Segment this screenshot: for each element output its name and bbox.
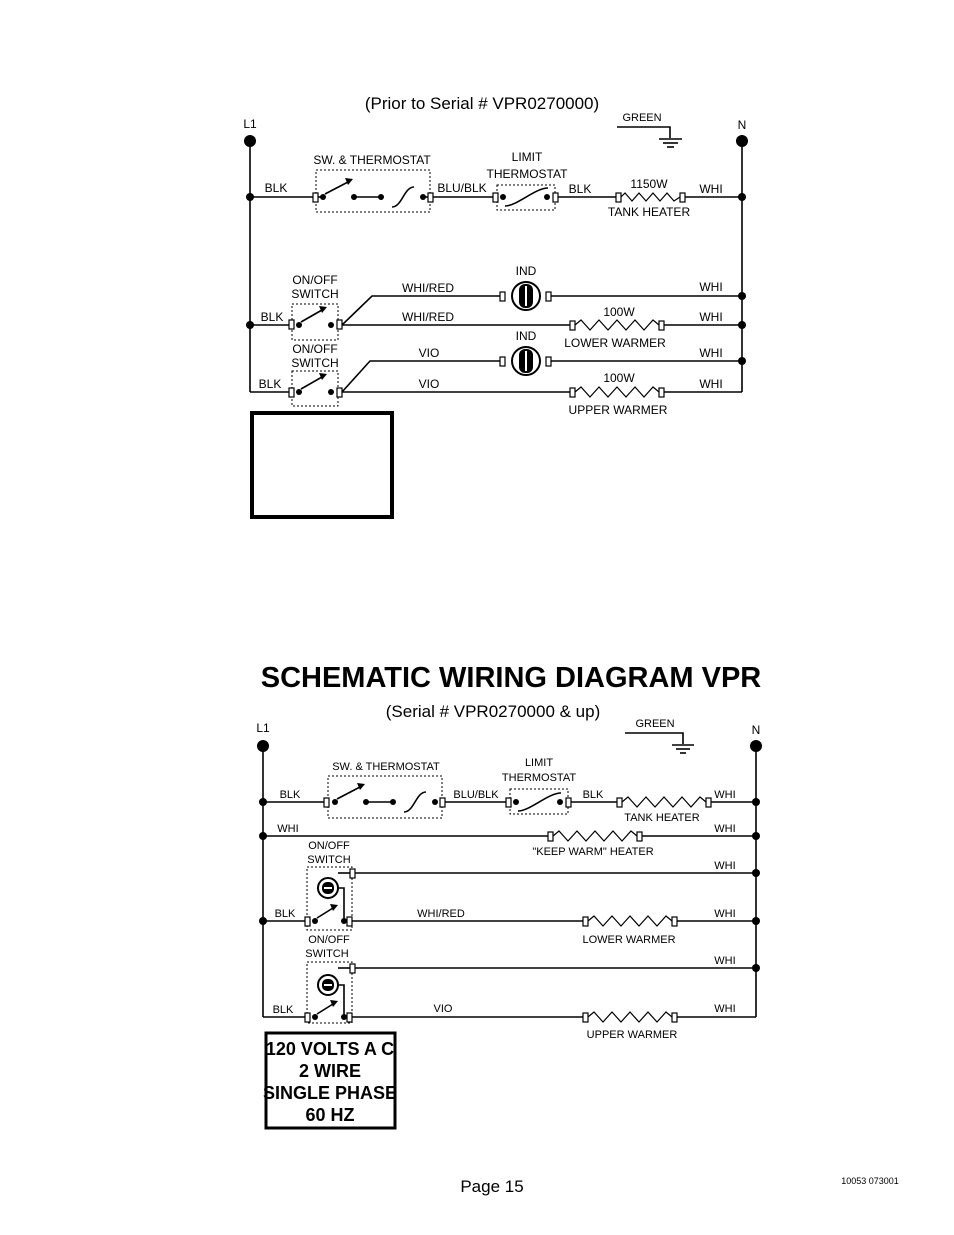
bottom-thermostat-label: THERMOSTAT bbox=[501, 772, 577, 784]
bottom-wire-label: WHI bbox=[714, 1003, 736, 1015]
top-wire-label: WHI/RED bbox=[402, 281, 454, 295]
document-code: 10053 073001 bbox=[841, 1176, 899, 1186]
spec-wire: 2 WIRE bbox=[298, 1061, 362, 1081]
bottom-lower-warmer-label: LOWER WARMER bbox=[582, 934, 676, 946]
top-tank-heater-label: TANK HEATER bbox=[607, 205, 691, 219]
top-on-off-switch-2 bbox=[289, 342, 342, 406]
top-lower-warmer bbox=[564, 305, 666, 350]
bottom-l1-label: L1 bbox=[256, 721, 270, 735]
top-sw-thermostat bbox=[313, 153, 433, 212]
bottom-keep-warm-label: "KEEP WARM" HEATER bbox=[532, 846, 654, 858]
spec-voltage: 120 VOLTS A C bbox=[265, 1039, 395, 1059]
bottom-wire-label: WHI bbox=[714, 823, 736, 835]
top-wire-label: BLK bbox=[264, 181, 288, 195]
top-subtitle: (Prior to Serial # VPR0270000) bbox=[364, 94, 600, 113]
top-wire-label: WHI/RED bbox=[402, 310, 454, 324]
bottom-green-label: GREEN bbox=[635, 718, 675, 730]
bottom-on-off-switch-2 bbox=[305, 934, 355, 1023]
bottom-upper-warmer bbox=[583, 1012, 677, 1041]
bottom-tank-heater bbox=[617, 797, 711, 824]
top-wire-label: BLK bbox=[258, 377, 282, 391]
top-ground-icon bbox=[617, 112, 682, 147]
top-on-off-switch-1 bbox=[289, 273, 342, 340]
top-lower-warmer-label: LOWER WARMER bbox=[564, 336, 666, 350]
spec-frequency: 60 HZ bbox=[305, 1105, 355, 1125]
bottom-wire-label: WHI bbox=[714, 860, 736, 872]
top-wire-label: WHI bbox=[699, 280, 723, 294]
bottom-tank-heater-label: TANK HEATER bbox=[624, 812, 700, 824]
bottom-sw-thermostat bbox=[324, 761, 445, 818]
spec-phase: SINGLE PHASE bbox=[262, 1083, 398, 1103]
bottom-limit-label: LIMIT bbox=[524, 757, 554, 769]
bottom-on-off-switch-1 bbox=[305, 840, 355, 930]
bottom-on-off-label: ON/OFF bbox=[308, 840, 350, 852]
bottom-wire-label: VIO bbox=[433, 1003, 453, 1015]
top-lower-watt-label: 100W bbox=[603, 305, 635, 319]
top-limit-thermostat bbox=[487, 150, 569, 210]
top-upper-watt-label: 100W bbox=[603, 371, 635, 385]
bottom-wire-label: WHI bbox=[714, 955, 736, 967]
top-wire-label: BLK bbox=[568, 182, 592, 196]
bottom-keep-warm-heater bbox=[532, 831, 653, 858]
bottom-n-label: N bbox=[751, 723, 761, 737]
top-wire-label: BLU/BLK bbox=[437, 181, 487, 195]
top-wire-label: VIO bbox=[418, 377, 440, 391]
top-upper-warmer bbox=[569, 371, 668, 417]
bottom-wire-label: WHI bbox=[714, 908, 736, 920]
bottom-upper-warmer-label: UPPER WARMER bbox=[586, 1029, 678, 1041]
bottom-on-off-label: ON/OFF bbox=[308, 934, 350, 946]
top-thermostat-label: THERMOSTAT bbox=[486, 167, 568, 181]
top-switch-label: SWITCH bbox=[291, 356, 339, 370]
bottom-switch-label: SWITCH bbox=[307, 854, 351, 866]
electrical-spec-box bbox=[263, 1033, 397, 1128]
bottom-wire-label: BLU/BLK bbox=[453, 789, 499, 801]
top-ind-label: IND bbox=[515, 264, 537, 278]
top-l1-label: L1 bbox=[243, 117, 257, 131]
bottom-wire-label: WHI/RED bbox=[417, 908, 465, 920]
top-on-off-label: ON/OFF bbox=[292, 273, 338, 287]
top-wire-label: WHI bbox=[699, 346, 723, 360]
top-upper-warmer-label: UPPER WARMER bbox=[568, 403, 668, 417]
bottom-wire-label: BLK bbox=[279, 789, 301, 801]
top-wire-label: VIO bbox=[418, 346, 440, 360]
bottom-wire-label: WHI bbox=[714, 789, 736, 801]
bottom-wire-label: WHI bbox=[277, 823, 299, 835]
top-ind-label: IND bbox=[515, 329, 537, 343]
top-diagram bbox=[243, 94, 748, 517]
top-tank-heater bbox=[608, 177, 691, 219]
bottom-wire-label: BLK bbox=[272, 1004, 294, 1016]
bottom-limit-thermostat bbox=[502, 757, 576, 814]
bottom-ground-icon bbox=[625, 718, 694, 753]
bottom-diagram bbox=[256, 702, 762, 1128]
top-sw-thermostat-label: SW. & THERMOSTAT bbox=[313, 153, 431, 167]
top-on-off-label: ON/OFF bbox=[292, 342, 338, 356]
top-wire-label: WHI bbox=[699, 310, 723, 324]
bottom-wire-label: BLK bbox=[274, 908, 296, 920]
bottom-sw-thermostat-label: SW. & THERMOSTAT bbox=[332, 761, 440, 773]
top-wire-label: BLK bbox=[260, 310, 284, 324]
page-number: Page 15 bbox=[460, 1177, 524, 1196]
top-limit-label: LIMIT bbox=[511, 150, 543, 164]
diagram-title: SCHEMATIC WIRING DIAGRAM VPR bbox=[260, 662, 762, 694]
bottom-wire-label: BLK bbox=[582, 789, 604, 801]
bottom-switch-label: SWITCH bbox=[305, 948, 349, 960]
top-n-label: N bbox=[737, 118, 747, 132]
top-green-label: GREEN bbox=[622, 112, 662, 124]
top-tank-watt-label: 1150W bbox=[630, 177, 668, 191]
top-spec-box bbox=[252, 413, 392, 517]
bottom-lower-warmer bbox=[582, 916, 677, 946]
top-wire-label: WHI bbox=[699, 377, 723, 391]
top-switch-label: SWITCH bbox=[291, 287, 339, 301]
bottom-subtitle: (Serial # VPR0270000 & up) bbox=[385, 702, 601, 721]
top-wire-label: WHI bbox=[699, 182, 723, 196]
top-indicator-light-1 bbox=[500, 264, 551, 310]
top-indicator-light-2 bbox=[500, 329, 551, 375]
